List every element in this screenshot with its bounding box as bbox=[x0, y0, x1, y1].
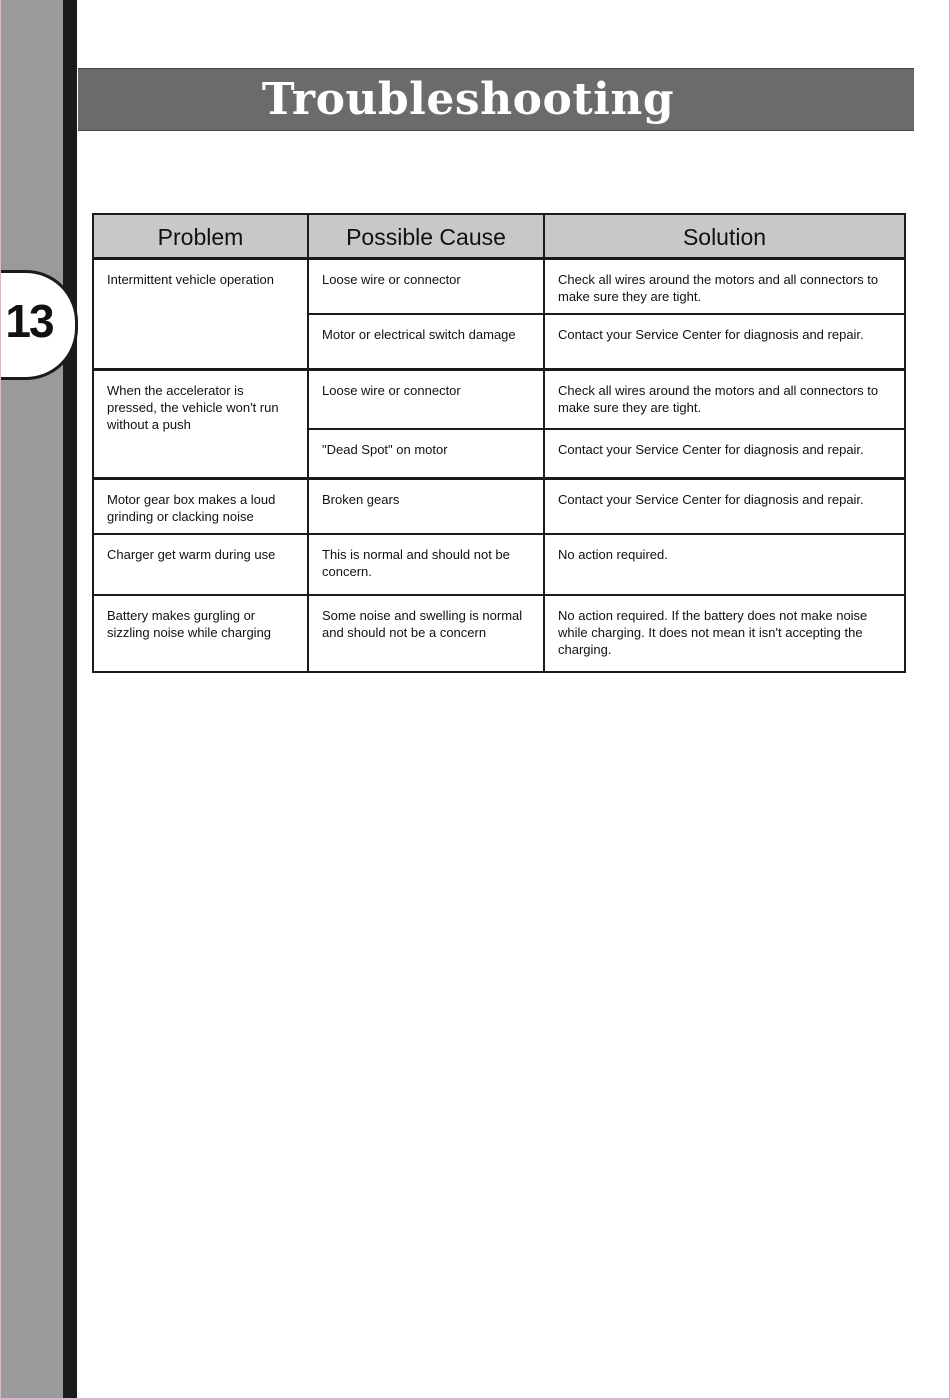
title-bar bbox=[78, 68, 914, 131]
table-row bbox=[93, 479, 905, 535]
cause-cell: "Dead Spot" on motor bbox=[308, 429, 544, 479]
problem-cell: When the accelerator is pressed, the vehicle won't run without a push bbox=[93, 370, 308, 479]
cause-cell: Some noise and swelling is normal and should not be a concern bbox=[308, 595, 544, 672]
page-title: Troubleshooting bbox=[261, 74, 675, 125]
problem-cell: Charger get warm during use bbox=[93, 534, 308, 595]
header-problem: Problem bbox=[93, 214, 308, 259]
cause-cell: Loose wire or connector bbox=[308, 259, 544, 315]
side-tab-black-stripe bbox=[63, 0, 77, 1400]
side-tab-grey bbox=[0, 0, 63, 1400]
solution-cell: Contact your Service Center for diagnosis and repair. bbox=[544, 479, 905, 535]
solution-cell: Check all wires around the motors and all connectors to make sure they are tight. bbox=[544, 259, 905, 315]
table-row bbox=[93, 595, 905, 672]
table-header-row bbox=[93, 214, 905, 259]
cause-cell: Broken gears bbox=[308, 479, 544, 535]
page-number: 13 bbox=[5, 295, 53, 347]
problem-cell: Intermittent vehicle operation bbox=[93, 259, 308, 370]
solution-cell: Contact your Service Center for diagnosis and repair. bbox=[544, 429, 905, 479]
solution-cell: No action required. bbox=[544, 534, 905, 595]
solution-cell: No action required. If the battery does not make noise while charging. It does not mean it isn't accepting the charging. bbox=[544, 595, 905, 672]
troubleshooting-table bbox=[92, 213, 906, 673]
cause-cell: Motor or electrical switch damage bbox=[308, 314, 544, 370]
table-row bbox=[93, 370, 905, 430]
table-row bbox=[93, 259, 905, 315]
table-row bbox=[93, 534, 905, 595]
solution-cell: Contact your Service Center for diagnosis and repair. bbox=[544, 314, 905, 370]
header-solution: Solution bbox=[544, 214, 905, 259]
solution-cell: Check all wires around the motors and all connectors to make sure they are tight. bbox=[544, 370, 905, 430]
problem-cell: Motor gear box makes a loud grinding or clacking noise bbox=[93, 479, 308, 535]
cause-cell: Loose wire or connector bbox=[308, 370, 544, 430]
header-possible-cause: Possible Cause bbox=[308, 214, 544, 259]
cause-cell: This is normal and should not be concern. bbox=[308, 534, 544, 595]
problem-cell: Battery makes gurgling or sizzling noise while charging bbox=[93, 595, 308, 672]
